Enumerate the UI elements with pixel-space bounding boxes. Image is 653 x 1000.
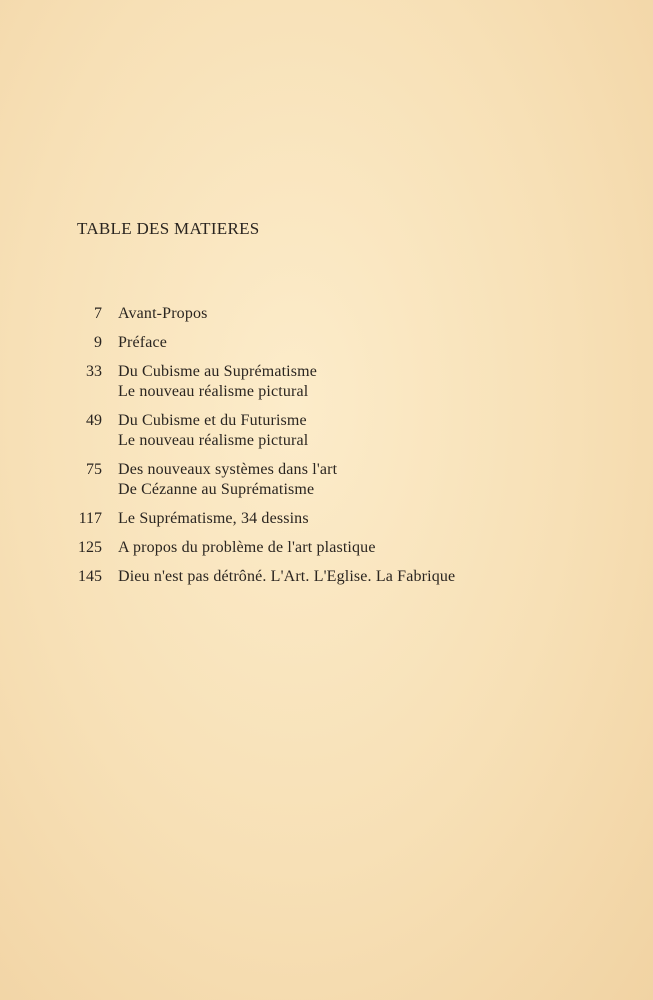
toc-page-number: 33 — [86, 363, 102, 380]
toc-entry-title — [118, 567, 455, 587]
toc-subtitle-line: Le nouveau réalisme pictural — [118, 432, 309, 449]
toc-title-line: Du Cubisme et du Futurisme — [118, 412, 307, 429]
toc-page-number: 9 — [94, 334, 102, 351]
toc-page-number: 125 — [78, 539, 102, 556]
toc-entry-title — [118, 538, 376, 558]
toc-entry-title — [118, 509, 309, 529]
toc-title-line: Des nouveaux systèmes dans l'art — [118, 461, 338, 478]
toc-entry — [60, 411, 620, 451]
toc-page-number: 75 — [86, 461, 102, 478]
toc-entry-title — [118, 333, 167, 353]
toc-entry — [60, 460, 620, 500]
table-of-contents — [60, 304, 620, 596]
toc-entry-title — [118, 460, 337, 500]
toc-entry-title — [118, 362, 317, 402]
toc-entry — [60, 509, 620, 529]
toc-entry — [60, 304, 620, 324]
toc-title-line: A propos du problème de l'art plastique — [118, 539, 376, 556]
toc-entry-title — [118, 304, 208, 324]
table-of-contents-heading: TABLE DES MATIERES — [77, 219, 260, 238]
toc-entry — [60, 538, 620, 558]
toc-title-line: Préface — [118, 334, 168, 351]
toc-entry — [60, 567, 620, 587]
toc-title-line: Avant-Propos — [118, 305, 208, 322]
toc-subtitle-line: De Cézanne au Suprématisme — [118, 481, 315, 498]
toc-entry — [60, 333, 620, 353]
toc-title-line: Dieu n'est pas détrôné. L'Art. L'Eglise. La Fabrique — [118, 568, 456, 585]
toc-entry-title — [118, 411, 308, 451]
toc-title-line: Du Cubisme au Suprématisme — [118, 363, 317, 380]
toc-page-number: 117 — [78, 510, 102, 527]
toc-page-number: 7 — [94, 305, 102, 322]
toc-title-line: Le Suprématisme, 34 dessins — [118, 510, 309, 527]
toc-entry — [60, 362, 620, 402]
toc-page-number: 145 — [78, 568, 102, 585]
toc-page-number: 49 — [86, 412, 102, 429]
toc-subtitle-line: Le nouveau réalisme pictural — [118, 383, 309, 400]
